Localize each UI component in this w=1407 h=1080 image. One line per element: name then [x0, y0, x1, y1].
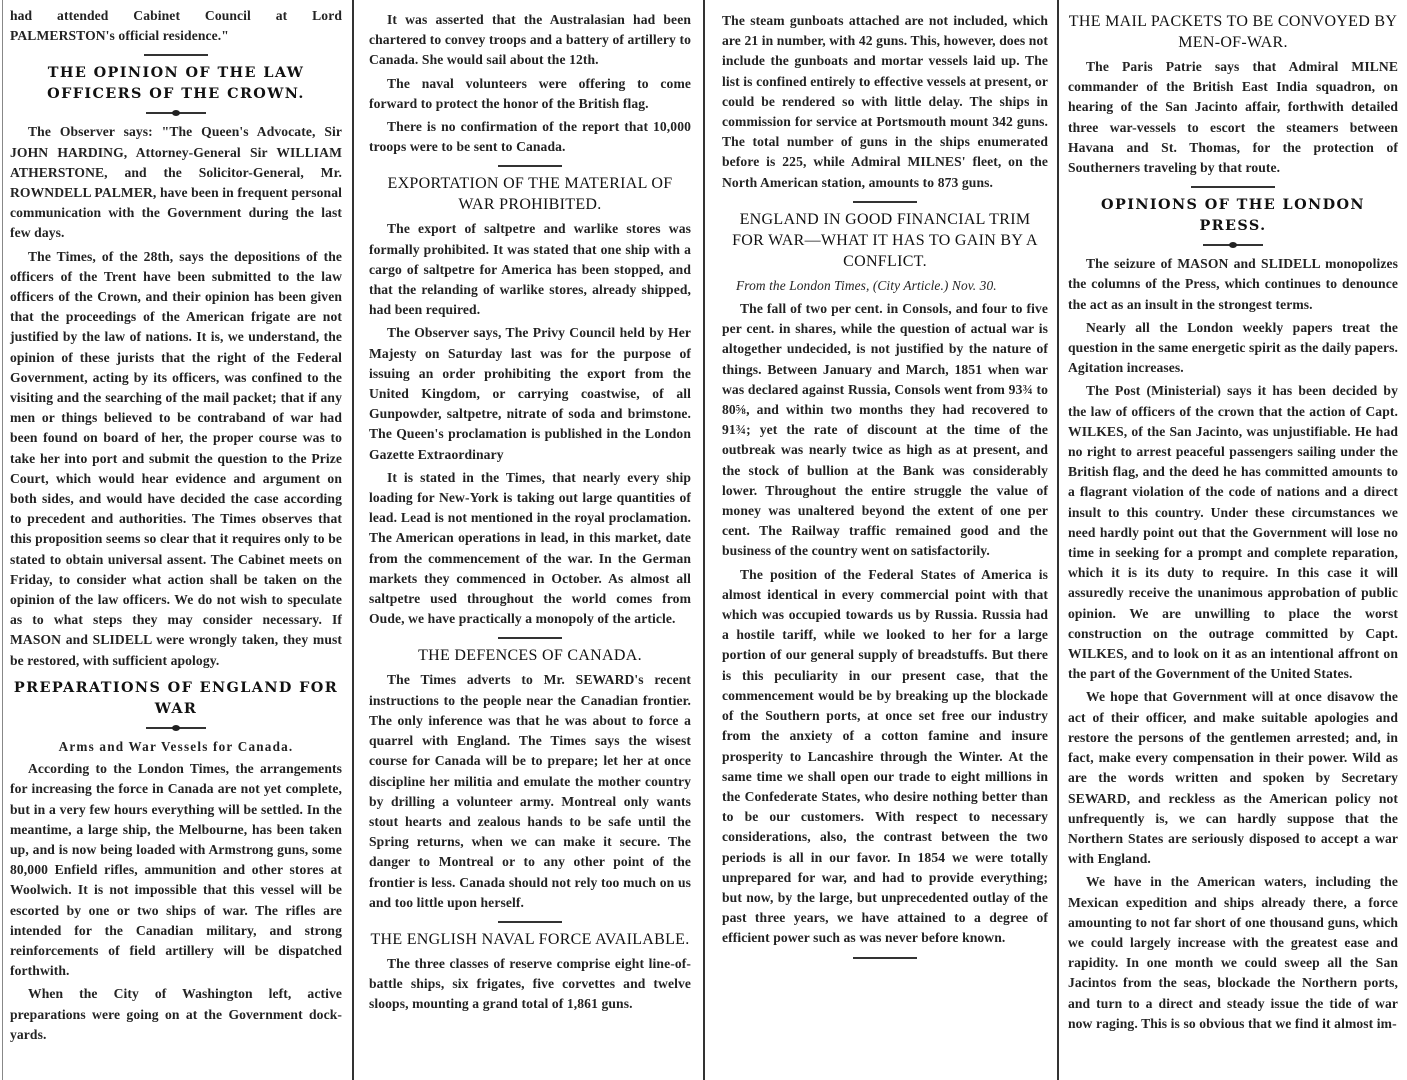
article-heading: PREPARATIONS OF ENGLAND FOR WAR — [13, 678, 339, 717]
section-divider — [498, 165, 562, 167]
article-paragraph: Nearly all the London weekly papers treat the question in the same energetic spirit as the daily papers. Agitation increases. — [1068, 319, 1398, 376]
article-paragraph: The fall of two per cent. in Consols, and four to five per cent. in shares, while the question of actual war is altogether undecided, is not justified by the nature of things. Between January and March, 1851 when war was declared against Russia, Consols went from 93¾ to 80⅝, and within two months they had recovered to 91¾; yet the rate of discount at the time of the outbreak was nearly twice as high as at present, and the stock of bullion at the Bank was considerably lower. Throughout the entire struggle the value of money was unaltered beyond the extent of one per cent. The Railway traffic remained good and the business of the country went on satisfactorily. — [722, 301, 1048, 559]
ornament-divider-icon — [146, 727, 206, 729]
column-4 — [1062, 0, 1402, 1037]
article-paragraph: The seizure of MASON and SLIDELL monopolizes the columns of the Press, which continues to denounce the act as an insult in the strongest terms. — [1068, 256, 1398, 312]
section-divider — [498, 637, 562, 639]
section-divider — [853, 201, 917, 203]
column-rule-2 — [703, 0, 705, 1080]
article-heading: THE DEFENCES OF CANADA. — [418, 647, 642, 665]
article-heading: THE MAIL PACKETS TO BE CONVOYED BY MEN-OF-WAR. — [1068, 13, 1398, 51]
article-paragraph: There is no confirmation of the report that 10,000 troops were to be sent to Canada. — [369, 119, 691, 155]
section-divider — [498, 921, 562, 923]
article-paragraph: We hope that Government will at once disavow the act of their officer, and make suitable apologies and restore the persons of the gentlemen arrested; and, in fact, make every compensation in their power. Wild as are the words written and spoken by Secretary SEWARD, and reckless as the American policy not unfrequently is, we can hardly suppose that the Northern States are seriously disposed to accept a war with England. — [1068, 689, 1398, 867]
column-rule-3 — [1057, 0, 1059, 1080]
column-2 — [359, 0, 697, 1018]
article-paragraph: The Post (Ministerial) says it has been decided by the law of officers of the crown that the action of Capt. WILKES, of the San Jacinto, was unjustifiable. He had no right to arrest peaceful passengers sailing under the British flag, and the deed he has committed amounts to a flagrant violation of the code of nations and a direct insult to this country. Under these circumstances we need hardly point out that the Government will lose no time in seeking for a prompt and complete reparation, which it is its duty to require. In this case it will assuredly receive the unanimous approbation of public opinion. We are unwilling to place the worst construction on the outrage committed by Capt. WILKES, and to look on it as an intentional affront on the part of the Government of the United States. — [1068, 383, 1398, 682]
section-divider — [853, 957, 917, 959]
article-heading: ENGLAND IN GOOD FINANCIAL TRIM FOR WAR—WHAT IT HAS TO GAIN BY A CONFLICT. — [732, 210, 1038, 270]
column-rule-1 — [352, 0, 354, 1080]
article-subheading: Arms and War Vessels for Canada. — [58, 738, 294, 754]
article-paragraph: It is stated in the Times, that nearly every ship loading for New-York is taking out large quantities of lead. Lead is not mentioned in the royal proclamation. The American operations in lead, in this market, date from the commencement of the war. In the German markets they commenced in October. As almost all saltpetre used throughout the world comes from Oude, we have practically a monopoly of the article. — [369, 469, 691, 627]
column-3 — [710, 0, 1054, 965]
article-heading: THE OPINION OF THE LAW OFFICERS OF THE CROWN. — [47, 64, 305, 103]
article-paragraph: We have in the American waters, including the Mexican expedition and ships already there, a force amounting to not far short of one thousand guns, which we could largely increase with the greatest ease and rapidity. In one month we could sweep all the San Jacintos from the seas, blockade the Northern ports, and turn to a direct and steady issue the tide of war now raging. This is so obvious that we find it almost im- — [1068, 874, 1398, 1031]
article-dateline: From the London Times, (City Article.) Nov. 30. — [736, 277, 997, 293]
ornament-divider-icon — [146, 112, 206, 114]
article-paragraph: The Times, of the 28th, says the depositions of the officers of the Trent have been submitted to the law officers of the Crown, and their opinion has been given that the proceedings of the American frigate are not justified by the law of nations. It is, we understand, the opinion of these jurists that the right of the Federal Government, acting by its officers, was confined to the visiting and the searching of the mail packet; that if any men or things believed to be contraband of war had been found on board of her, the proper course was to take her into port and submit the question to the Prize Court, which would hear evidence and argument on both sides, and would have decided the case according to precedent and authorities. The Times observes that this proposition seems so clear that it requires only to be stated to obtain universal assent. The Cabinet meets on Friday, to consider what action shall be taken on the opinion of the law officers. We do not wish to speculate as to what steps they may consider necessary. If MASON and SLIDELL were wrongly taken, they must be restored, with sufficient apology. — [10, 248, 342, 668]
article-heading: THE ENGLISH NAVAL FORCE AVAILABLE. — [370, 930, 690, 948]
article-heading: EXPORTATION OF THE MATERIAL OF WAR PROHIBITED. — [387, 175, 673, 214]
article-paragraph: The steam gunboats attached are not included, which are 21 in number, with 42 guns. This, however, does not include the gunboats and mortar vessels laid up. The list is confined entirely to effective vessels at present, or could be rendered so with little delay. The ships in commission for service at Portsmouth mount 342 guns. The total number of guns in the ships enumerated before is 225, while Admiral MILNES' fleet, on the North American station, amounts to 873 guns. — [722, 13, 1048, 190]
article-paragraph: The Observer says, The Privy Council held by Her Majesty on Saturday last was for the purpose of issuing an order prohibiting the export from the United Kingdom, or carrying coastwise, of all Gunpowder, saltpetre, nitrate of soda and brimstone. The Queen's proclamation is published in the London Gazette Extraordinary — [369, 325, 691, 462]
article-paragraph: It was asserted that the Australasian had been chartered to convey troops and a battery of artillery to Canada. She would sail about the 12th. — [369, 12, 691, 68]
ornament-divider-icon — [1203, 244, 1263, 246]
article-paragraph: The export of saltpetre and warlike stores was formally prohibited. It was stated that one ship with a cargo of saltpetre for America has been stopped, and that the relanding of warlike stores, already shipped, had been required. — [369, 221, 691, 318]
column-1 — [4, 0, 346, 1048]
article-paragraph: The naval volunteers were offering to come forward to protect the honor of the British flag. — [369, 75, 691, 111]
article-paragraph: The Times adverts to Mr. SEWARD's recent instructions to the people near the Canadian frontier. The only inference was that he was about to force a quarrel with England. The Times says the wisest course for Canada will be to prepare; let her at once discipline her militia and emulate the mother country by drilling a volunteer army. Montreal only wants stout hearts and zealous hands to be safe until the Spring returns, when we can make it secure. The danger to Montreal or to any other point of the frontier is less. Canada should not rely too much on us and too little upon herself. — [369, 672, 691, 910]
article-paragraph: The position of the Federal States of America is almost identical in every commercial point with that which was occupied towards us by Russia. Russia had a hostile tariff, while we looked to her for a large portion of our general supply of breadstuffs. But there is this peculiarity in our present case, that the commencement would be by breaking up the blockade of the Southern ports, at once set free our industry from the anxiety of a cotton famine and insure prosperity to Lancashire through the Winter. At the same time we shall open our trade to eight millions in the Confederate States, who desire nothing better than to be our customers. With respect to necessary considerations, also, the contrast between the two periods is all in our favor. In 1854 we were totally unprepared for war, and had to provide everything; but now, by the large, but unprecedented outlay of the past three years, we have attained to a degree of efficient power such as was never before known. — [722, 566, 1048, 946]
article-paragraph: When the City of Washington left, active preparations were going on at the Government dock-yards. — [10, 986, 342, 1042]
article-paragraph: The Paris Patrie says that Admiral MILNE commander of the British East India squadron, on hearing of the San Jacinto affair, forthwith detailed three war-vessels to escort the steamers between Havana and St. Thomas, for the protection of Southerners traveling by that route. — [1068, 59, 1398, 176]
section-divider — [144, 54, 208, 56]
article-paragraph: The three classes of reserve comprise eight line-of-battle ships, six frigates, five corvettes and twelve sloops, mounting a grand total of 1,861 guns. — [369, 955, 691, 1012]
section-divider — [1191, 186, 1275, 188]
article-paragraph: According to the London Times, the arrangements for increasing the force in Canada are not yet complete, but in a very few hours everything will be settled. In the meantime, a large ship, the Melbourne, has been taken up, and is now being loaded with Armstrong guns, some 80,000 Enfield rifles, ammunition and other stores at Woolwich. It is not impossible that this vessel will be escorted by one or two ships of war. The rifles are intended for the Canadian military, and strong reinforcements of field artillery will be dispatched forthwith. — [10, 761, 342, 979]
article-paragraph: had attended Cabinet Council at Lord PALMERSTON's official residence." — [10, 8, 342, 44]
column-rule-left — [2, 0, 3, 1080]
article-heading: OPINIONS OF THE LONDON PRESS. — [1101, 196, 1365, 235]
article-paragraph: The Observer says: "The Queen's Advocate, Sir JOHN HARDING, Attorney-General Sir WILLIAM ATHERSTONE, and the Solicitor-General, Mr. ROWNDELL PALMER, have been in frequent personal communication with the Government during the last few days. — [10, 124, 342, 241]
